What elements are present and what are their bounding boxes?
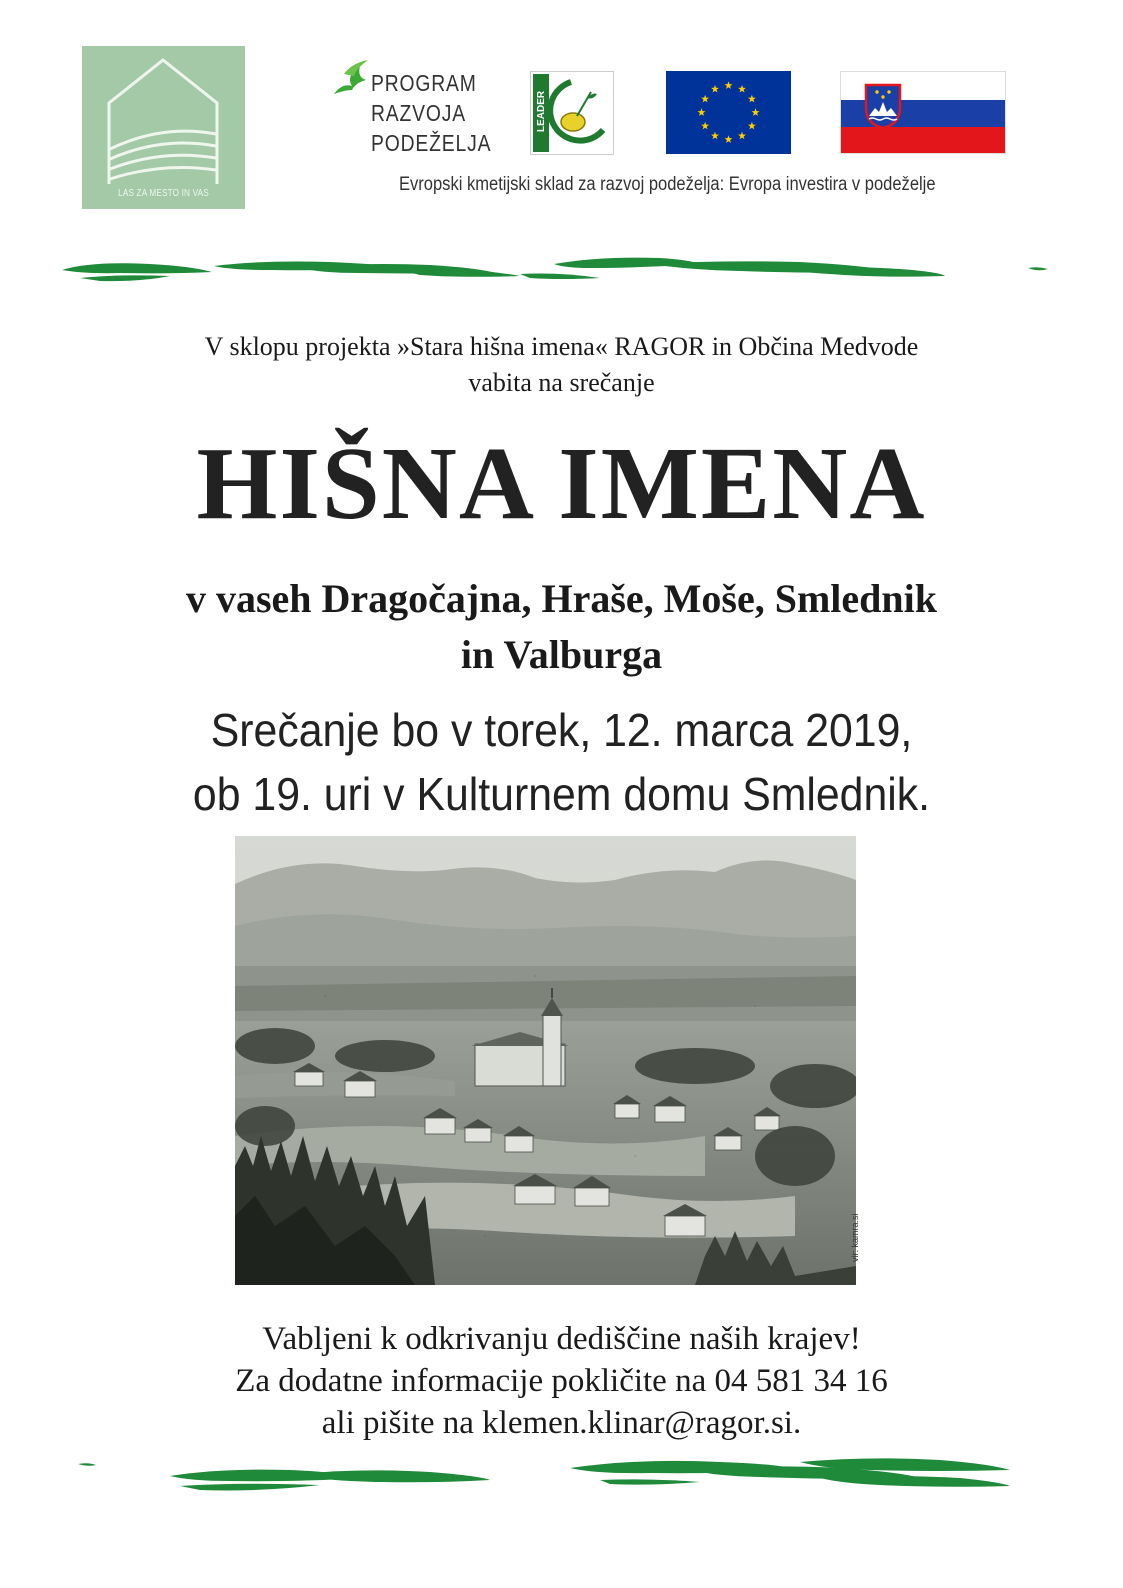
village-landscape-image — [235, 836, 856, 1285]
eu-star-icon — [738, 132, 746, 140]
house-fields-icon — [82, 46, 245, 209]
villages-line-2: in Valburga — [460, 632, 663, 677]
eu-star-icon — [701, 95, 709, 103]
leader-text: LEADER — [536, 90, 547, 132]
eu-star-icon — [748, 95, 756, 103]
eu-flag — [666, 71, 791, 154]
contact-phone-line: Za dodatne informacije pokličite na 04 581 34 16 — [235, 1363, 888, 1399]
eu-star-icon — [701, 122, 709, 130]
historic-village-photo — [235, 836, 856, 1285]
eu-star-icon — [752, 108, 760, 116]
eu-star-icon — [725, 135, 733, 143]
swallow-bird-icon — [330, 56, 370, 102]
eu-stars-icon — [666, 71, 791, 154]
eu-star-icon — [711, 85, 719, 93]
eu-star-icon — [698, 108, 706, 116]
prp-line-3: PODEŽELJA — [371, 130, 492, 156]
eu-star-icon — [711, 132, 719, 140]
page-title: HIŠNA IMENA — [196, 426, 927, 541]
green-brush-divider-top — [0, 252, 1123, 292]
prp-logo-text — [371, 68, 491, 158]
las-logo — [82, 46, 245, 209]
prp-line-2: RAZVOJA — [371, 100, 466, 126]
leader-emblem-icon — [531, 72, 613, 154]
event-location-line: ob 19. uri v Kulturnem domu Smlednik. — [192, 768, 931, 820]
contact-email-line: ali pišite na klemen.klinar@ragor.si. — [321, 1405, 802, 1441]
slovenia-coat-of-arms-icon — [863, 82, 903, 130]
prp-line-1: PROGRAM — [371, 70, 477, 96]
invitation-line: Vabljeni k odkrivanju dediščine naših krajev! — [262, 1321, 861, 1357]
villages-line-1: v vaseh Dragočajna, Hraše, Moše, Smlednik — [185, 576, 938, 621]
event-date-line: Srečanje bo v torek, 12. marca 2019, — [210, 704, 913, 756]
las-logo-text: LAS ZA MESTO IN VAS — [118, 188, 209, 199]
photo-credit: vir: kamra.si — [850, 1213, 860, 1262]
leader-logo — [530, 71, 614, 155]
eu-fund-caption: Evropski kmetijski sklad za razvoj podeželja: Evropa investira v podeželje — [399, 174, 936, 195]
eu-star-icon — [738, 85, 746, 93]
slovenia-flag — [840, 71, 1006, 154]
eu-star-icon — [725, 81, 733, 89]
intro-line-2: vabita na srečanje — [468, 368, 655, 397]
eu-star-icon — [748, 122, 756, 130]
green-brush-divider-bottom — [0, 1452, 1123, 1498]
intro-line-1: V sklopu projekta »Stara hišna imena« RAGOR in Občina Medvode — [204, 332, 919, 361]
